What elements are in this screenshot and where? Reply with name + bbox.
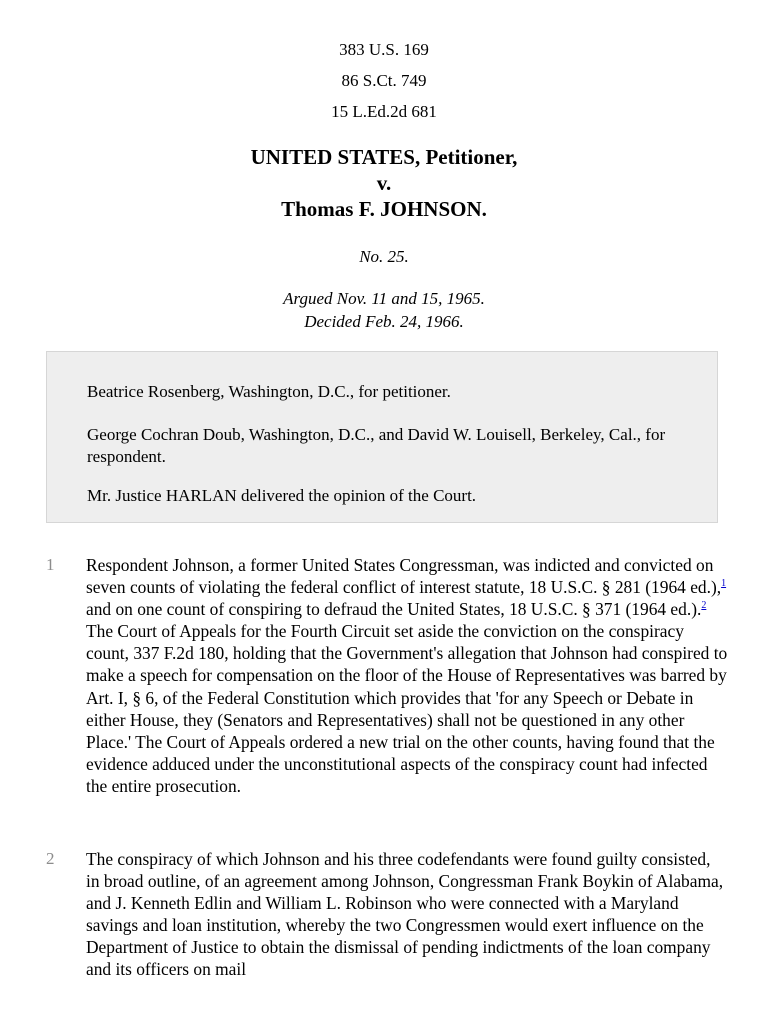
citation-supreme-court-reporter: 86 S.Ct. 749 xyxy=(341,71,427,90)
counsel-box xyxy=(46,351,718,523)
paragraph-text: The conspiracy of which Johnson and his three codefendants were found guilty consisted, in broad outline, of an agreement among Johnson, Congressman Frank Boykin of Alabama, and J. Kenneth Edlin and William L. Robinson who were connected with a Maryland savings and loan institution, whereby the two Congressmen would exert influence on the Department of Justice to obtain the dismissal of pending indictments of the loan company and its officers on mail xyxy=(86,849,724,980)
citation-us-reports: 383 U.S. 169 xyxy=(339,40,429,59)
citations xyxy=(0,34,768,127)
paragraph-text-part: Respondent Johnson, a former United States Congressman, was indicted and convicted on seven counts of violating the federal conflict of interest statute, 18 U.S.C. § 281 (1964 ed.), xyxy=(86,555,722,598)
footnote-link[interactable]: 2 xyxy=(701,600,707,612)
decided-date: Decided Feb. 24, 1966. xyxy=(304,312,464,331)
counsel-respondent: George Cochran Doub, Washington, D.C., and David W. Louisell, Berkeley, Cal., for respondent. xyxy=(87,425,666,466)
case-title-respondent: Thomas F. JOHNSON. xyxy=(281,197,487,221)
argued-date: Argued Nov. 11 and 15, 1965. xyxy=(283,289,485,308)
case-title xyxy=(0,144,768,222)
paragraph-text-part: The Court of Appeals for the Fourth Circuit set aside the conviction on the conspiracy count, 337 F.2d 180, holding that the Government's allegation that Johnson had conspired to make a speech for compensation on the floor of the House of Representatives was barred by Art. I, § 6, of the Federal Constitution which provides that 'for any Speech or Debate in either House, they (Senators and Representatives) shall not be questioned in any other Place.' The Court of Appeals ordered a new trial on the other counts, having found that the evidence adduced under the unconstitutional aspects of the conspiracy count had infected the entire prosecution. xyxy=(86,621,728,796)
counsel-petitioner: Beatrice Rosenberg, Washington, D.C., for petitioner. xyxy=(87,382,451,401)
footnote-link[interactable]: 1 xyxy=(721,578,727,590)
docket-number: No. 25. xyxy=(359,247,409,266)
paragraph-text-part: and on one count of conspiring to defraud the United States, 18 U.S.C. § 371 (1964 ed.). xyxy=(86,599,702,620)
citation-lawyers-edition: 15 L.Ed.2d 681 xyxy=(331,102,437,121)
paragraph-number: 1 xyxy=(46,555,55,574)
case-dates xyxy=(0,287,768,333)
paragraph-text xyxy=(86,554,728,797)
opinion-author: Mr. Justice HARLAN delivered the opinion of the Court. xyxy=(87,486,477,505)
paragraph-number: 2 xyxy=(46,849,55,868)
case-title-petitioner: UNITED STATES, Petitioner, xyxy=(250,145,518,169)
case-title-versus: v. xyxy=(376,171,392,195)
